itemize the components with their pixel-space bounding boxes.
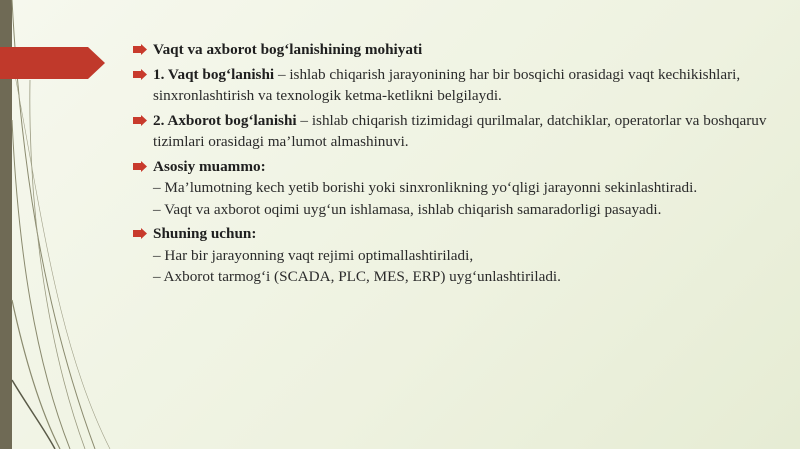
arrow-bullet-icon bbox=[133, 228, 147, 239]
arrow-bullet-icon bbox=[133, 161, 147, 172]
arrow-bullet-icon bbox=[133, 115, 147, 126]
bullet-item-time-link bbox=[133, 64, 773, 107]
section-heading: Asosiy muammo: bbox=[153, 157, 266, 175]
solution-line: – Axborot tarmog‘i (SCADA, PLC, MES, ERP) uyg‘unlashtiriladi. bbox=[153, 268, 561, 285]
arrow-bullet-icon bbox=[133, 69, 147, 80]
section-heading: Shuning uchun: bbox=[153, 225, 257, 242]
term-definition: – ishlab chiqarish jarayonining har bir bosqichi orasidagi vaqt kechikishlari, sinxronlashtirish va texnologik ketma-ketlikni belgilaydi. bbox=[153, 65, 741, 104]
problem-line: – Ma’lumotning kech yetib borishi yoki sinxronlikning yo‘qligi jarayonni sekinlashtiradi. bbox=[153, 179, 698, 196]
arrow-bullet-icon bbox=[133, 44, 147, 55]
bullet-item-information-link bbox=[133, 110, 773, 153]
slide-heading: Vaqt va axborot bog‘lanishining mohiyati bbox=[153, 41, 423, 58]
bullet-item-therefore bbox=[133, 223, 773, 288]
slide-content bbox=[133, 39, 773, 291]
term-definition: – ishlab chiqarish tizimidagi qurilmalar, datchiklar, operatorlar va boshqaruv tizimlari orasidagi ma’lumot almashinuvi. bbox=[153, 111, 767, 150]
bullet-item-main-problem bbox=[133, 156, 773, 221]
bullet-item-title bbox=[133, 39, 773, 61]
accent-arrow-shape bbox=[0, 47, 105, 79]
solution-line: – Har bir jarayonning vaqt rejimi optimallashtiriladi, bbox=[153, 246, 474, 264]
term-label: 2. Axborot bog‘lanishi bbox=[153, 111, 297, 129]
term-label: 1. Vaqt bog‘lanishi bbox=[153, 65, 275, 83]
problem-line: – Vaqt va axborot oqimi uyg‘un ishlamasa, ishlab chiqarish samaradorligi pasayadi. bbox=[153, 200, 662, 218]
